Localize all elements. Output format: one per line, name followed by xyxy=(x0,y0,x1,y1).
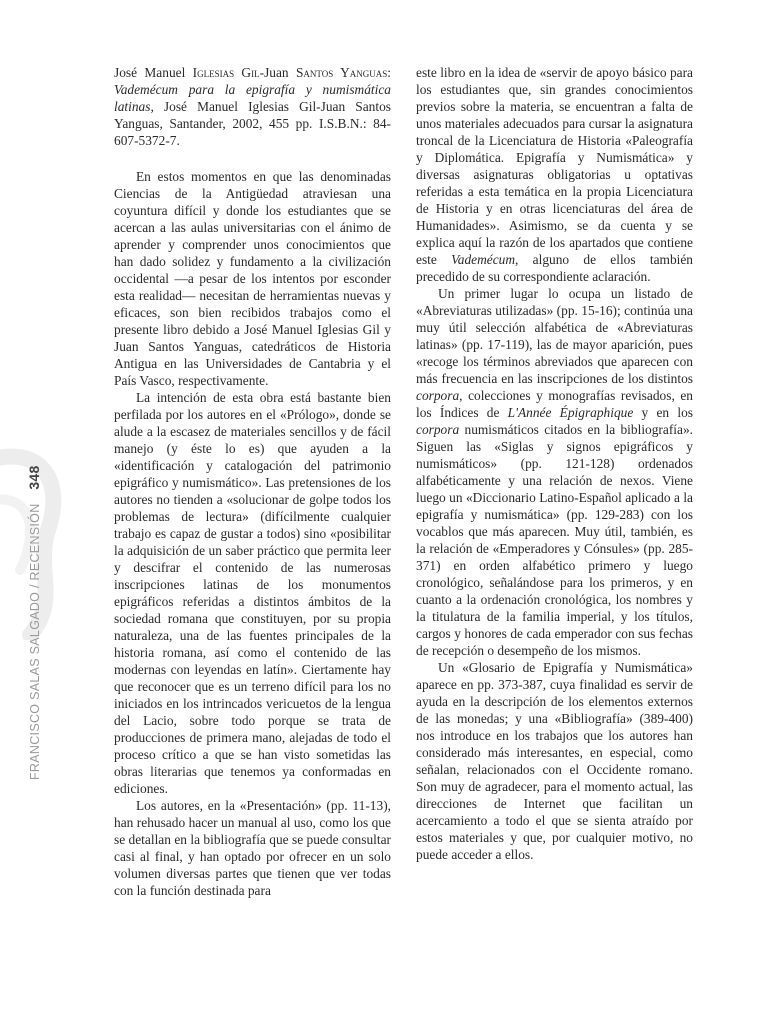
text-run: este libro en la idea de «servir de apoyo básico para los estudiantes que, sin grandes conocimientos previos sobre la materia, se encuentran a falta de unos materiales adecuados para cursar la asignatura troncal de la Licenciatura de Historia «Paleografía y Diplomática. Epigrafía y Numismática» y diversas asignaturas obligatorias u optativas referidas a esta temática en la propia Licenciatura de Historia y en otras licenciaturas del área de Humanidades». Asimismo, se da cuenta y se explica aquí la razón de los apartados que contiene este xyxy=(416,65,693,267)
paragraph: Un «Glosario de Epigrafía y Numismática» aparece en pp. 373-387, cuya finalidad es servir de ayuda en la descripción de los elementos externos de las monedas; y una «Bibliografía» (389-400) nos introduce en los trabajos que los autores han considerado más interesantes, en especial, como señalan, relacionados con el Occidente romano. Son muy de agradecer, para el momento actual, las direcciones de Internet que facilitan un acercamiento a todo el que se sienta atraído por estos materiales y que, por cualquier motivo, no puede acceder a ellos. xyxy=(416,660,693,862)
paragraph xyxy=(416,64,693,285)
reference-colon: : xyxy=(387,65,391,80)
running-head xyxy=(22,465,46,780)
authors-prefix: José Manuel xyxy=(114,65,193,80)
text-run: Un primer lugar lo ocupa un listado de «Abreviaturas utilizadas» (pp. 15-16); continúa una muy útil selección alfabética de «Abreviaturas latinas» (pp. 17-119), las de mayor aparición, pues «recoge los términos abreviados que aparecen con más frecuencia en las inscripciones de los distintos xyxy=(416,286,693,386)
paragraph: Los autores, en la «Presentación» (pp. 11-13), han rehusado hacer un manual al uso, como los que se detallan en la bibliografía que se puede consultar casi al final, y han optado por ofrecer en un solo volumen diversas partes que tienen que ver todas con la función destinada para xyxy=(114,798,391,898)
italic-term: L'Année Épigraphique xyxy=(507,405,634,420)
running-head-author: FRANCISCO SALAS SALGADO / RECENSIÓN xyxy=(28,503,42,780)
author-separator: -Juan xyxy=(259,65,296,80)
author2-surname: Santos Yanguas xyxy=(295,65,388,80)
text-run: , colecciones y monografías revisados, en los Índices de xyxy=(416,388,693,420)
italic-term: Vademécum xyxy=(451,252,516,267)
text-run: , alguno de ellos también precedido de su correspondiente aclaración. xyxy=(416,252,693,284)
italic-term: corpora xyxy=(416,422,460,437)
author1-surname: Iglesias Gil xyxy=(192,65,260,80)
book-details: , José Manuel Iglesias Gil-Juan Santos Yanguas, Santander, 2002, 455 pp. I.S.B.N.: 84-607-5372-7. xyxy=(114,99,391,148)
text-run: numismáticos citados en la bibliografía». Siguen las «Siglas y signos epigráficos y numismáticos» (pp. 121-128) ordenados alfabéticamente y una relación de nexos. Viene luego un «Diccionario Latino-Español aplicado a la epigrafía y numismática» (pp. 129-283) con los vocablos que más aparecen. Muy útil, también, es la relación de «Emperadores y Cónsules» (pp. 285-371) en orden alfabético primero y luego cronológico, señalándose para los primeros, y en cuanto a la ordenación cronológica, los nombres y la titulatura de la familia imperial, y los títulos, cargos y honores de cada emperador con sus fechas de recepción o desempeño de los mismos. xyxy=(416,422,693,658)
left-column xyxy=(114,64,391,899)
paragraph xyxy=(416,285,693,659)
book-reference xyxy=(114,64,391,149)
paragraph: En estos momentos en que las denominadas Ciencias de la Antigüedad atraviesan una coyuntura difícil y donde los estudiantes que se acercan a las aulas universitarias con el ánimo de aprender y comprender unos conocimientos que han dado solidez y fundamento a la civilización occidental —a pesar de los intentos por esconder esta realidad— necesitan de herramientas nuevas y eficaces, son bien recibidos trabajos como el presente libro debido a José Manuel Iglesias Gil y Juan Santos Yanguas, catedráticos de Historia Antigua en las Universidades de Cantabria y el País Vasco, respectivamente. xyxy=(114,169,391,388)
page-number: 348 xyxy=(26,465,42,490)
paragraph: La intención de esta obra está bastante bien perfilada por los autores en el «Prólogo», donde se alude a la escasez de materiales sencillos y de fácil manejo (y éste lo es) que ayuden a la «identificación y catalogación del patrimonio epigráfico y numismático». Las pretensiones de los autores no tienden a «solucionar de golpe todos los problemas de lectura» (difícilmente cualquier trabajo es capaz de gustar a todos) sino «posibilitar la adquisición de un saber práctico que permita leer y descifrar el contenido de las numerosas inscripciones latinas de los monumentos epigráficos referidas a distintos ámbitos de la sociedad romana que constituyen, por su propia naturaleza, una de las fuentes principales de la historia romana, así como el contenido de las modernas con leyendas en latín». Ciertamente hay que reconocer que es un terreno difícil para los no iniciados en los intrincados vericuetos de la lengua del Lacio, sobre todo porque se trata de producciones de primera mano, alejadas de todo el proceso crítico a que se han visto sometidas las obras literarias que tenemos ya conformadas en ediciones. xyxy=(114,390,391,796)
book-title: Vademécum para la epigrafía y numismática latinas xyxy=(114,82,391,114)
text-run: y en los xyxy=(633,405,693,420)
italic-term: corpora xyxy=(416,388,460,403)
right-column xyxy=(416,64,693,863)
